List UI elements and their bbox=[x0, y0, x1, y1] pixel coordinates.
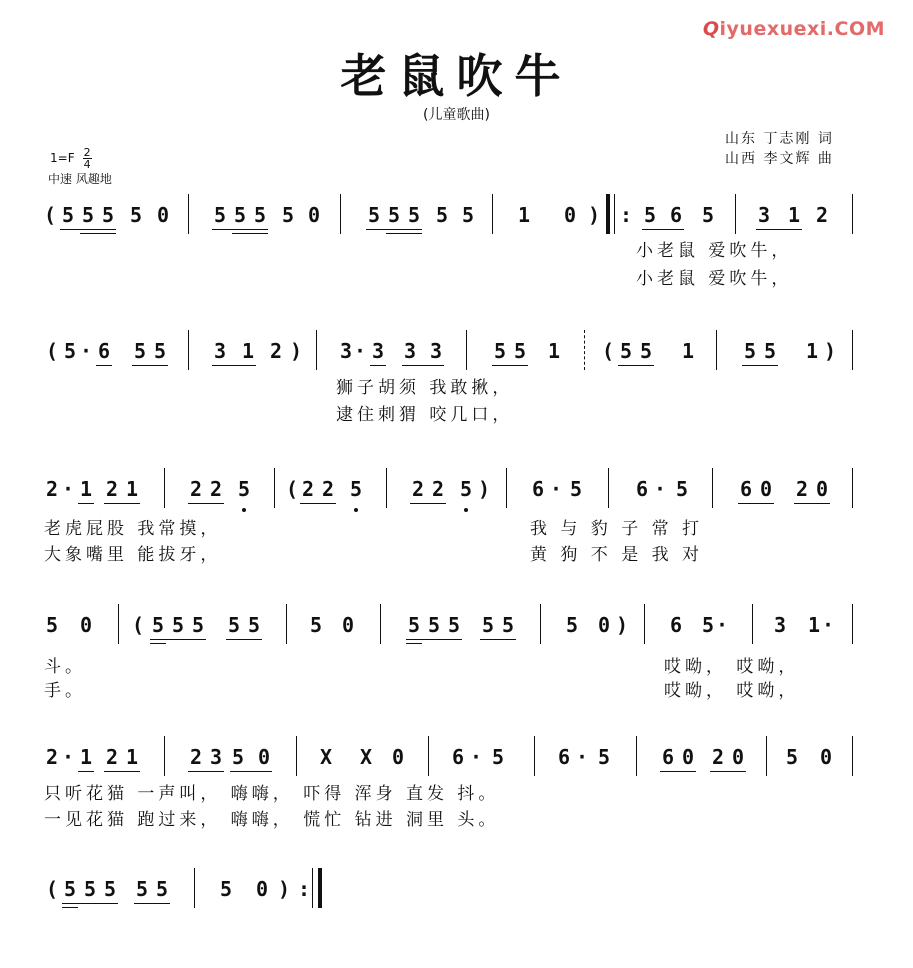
dot: · bbox=[821, 613, 835, 637]
barline bbox=[716, 330, 717, 370]
note: 5 bbox=[387, 203, 401, 227]
time-signature bbox=[83, 147, 92, 170]
note: 3 bbox=[371, 339, 385, 363]
barline bbox=[188, 330, 189, 370]
note: 0 bbox=[819, 745, 833, 769]
note: 5 bbox=[61, 203, 75, 227]
note: 1 bbox=[241, 339, 255, 363]
note: 3 bbox=[339, 339, 353, 363]
note: 6 bbox=[97, 339, 111, 363]
note: 2 bbox=[321, 477, 335, 501]
note: 5 bbox=[349, 477, 363, 501]
note: 5 bbox=[569, 477, 583, 501]
barline bbox=[164, 736, 165, 776]
beam bbox=[96, 365, 112, 366]
note: 5 bbox=[213, 203, 227, 227]
note: 5 bbox=[407, 613, 421, 637]
note: 2 bbox=[189, 477, 203, 501]
dot: · bbox=[61, 477, 75, 501]
barline bbox=[428, 736, 429, 776]
lyric-line: 哎呦， 哎呦， bbox=[664, 657, 800, 677]
beam bbox=[232, 233, 268, 234]
note: 5 bbox=[639, 339, 653, 363]
barline bbox=[608, 468, 609, 508]
note: 2 bbox=[711, 745, 725, 769]
lyric-line: 逮住刺猬 咬几口， bbox=[336, 405, 514, 425]
note: 5 bbox=[191, 613, 205, 637]
lyric-line: 狮子胡须 我敢揪， bbox=[336, 378, 514, 398]
note: 5 bbox=[407, 203, 421, 227]
note: 1 bbox=[125, 477, 139, 501]
note: 0 bbox=[731, 745, 745, 769]
note: 5 bbox=[63, 339, 77, 363]
note: 5 bbox=[81, 203, 95, 227]
barline bbox=[194, 868, 195, 908]
note: 6 bbox=[669, 203, 683, 227]
note: 1 bbox=[805, 339, 819, 363]
note: 3 bbox=[403, 339, 417, 363]
note: 6 bbox=[669, 613, 683, 637]
note: 3 bbox=[213, 339, 227, 363]
note: 2 bbox=[301, 477, 315, 501]
note: 5 bbox=[447, 613, 461, 637]
dot: · bbox=[549, 477, 563, 501]
time-bottom: 4 bbox=[83, 158, 91, 171]
lyric-line: 手。 bbox=[44, 681, 86, 701]
beam bbox=[386, 233, 422, 234]
note: 1 bbox=[681, 339, 695, 363]
low-octave-dot bbox=[242, 508, 246, 512]
note: 5 bbox=[701, 613, 715, 637]
note: 6 bbox=[557, 745, 571, 769]
barline bbox=[274, 468, 275, 508]
beam bbox=[150, 639, 206, 640]
barline bbox=[506, 468, 507, 508]
song-subtitle: (儿童歌曲) bbox=[423, 107, 490, 123]
note: 5 bbox=[133, 339, 147, 363]
dot: · bbox=[575, 745, 589, 769]
note: 5 bbox=[481, 613, 495, 637]
note: 5 bbox=[513, 339, 527, 363]
note: 5 bbox=[675, 477, 689, 501]
beam bbox=[366, 229, 422, 230]
note: 5 bbox=[135, 877, 149, 901]
time-top: 2 bbox=[83, 146, 91, 159]
note: 0 bbox=[341, 613, 355, 637]
beam bbox=[188, 503, 224, 504]
barline bbox=[852, 468, 853, 508]
note: 6 bbox=[635, 477, 649, 501]
barline bbox=[614, 194, 615, 234]
beam bbox=[402, 365, 444, 366]
note: 5 bbox=[129, 203, 143, 227]
note: X bbox=[359, 745, 373, 769]
barline bbox=[852, 194, 853, 234]
barline bbox=[316, 330, 317, 370]
barline bbox=[466, 330, 467, 370]
notation-system-6 bbox=[0, 876, 913, 926]
note: 2 bbox=[411, 477, 425, 501]
barline bbox=[296, 736, 297, 776]
note: 5 bbox=[501, 613, 515, 637]
note: 5 bbox=[435, 203, 449, 227]
note: 1 bbox=[547, 339, 561, 363]
low-octave-dot bbox=[354, 508, 358, 512]
lyric-line: 黄 狗 不 是 我 对 bbox=[530, 545, 704, 565]
key-text: 1=F bbox=[50, 151, 75, 165]
beam bbox=[370, 365, 386, 366]
note: 5 bbox=[153, 339, 167, 363]
barline bbox=[286, 604, 287, 644]
dot: · bbox=[715, 613, 729, 637]
beam bbox=[492, 365, 528, 366]
note: 0 bbox=[759, 477, 773, 501]
lyric-line: 斗。 bbox=[44, 657, 86, 677]
note: 5 bbox=[237, 477, 251, 501]
repeat-start-barline bbox=[606, 194, 610, 234]
beam bbox=[134, 903, 170, 904]
beam bbox=[78, 503, 94, 504]
note: 0 bbox=[79, 613, 93, 637]
note: 2 bbox=[431, 477, 445, 501]
barline bbox=[386, 468, 387, 508]
note: 0 bbox=[391, 745, 405, 769]
note: 5 bbox=[253, 203, 267, 227]
note: 0 bbox=[307, 203, 321, 227]
lyric-line: 大象嘴里 能拔牙， bbox=[44, 545, 222, 565]
barline bbox=[752, 604, 753, 644]
beam bbox=[480, 639, 516, 640]
beam bbox=[212, 365, 256, 366]
barline bbox=[852, 604, 853, 644]
note: 5 bbox=[227, 613, 241, 637]
beam bbox=[60, 229, 116, 230]
lyric-line: 小老鼠 爱吹牛， bbox=[636, 241, 793, 261]
beam bbox=[406, 639, 462, 640]
note: 1 bbox=[517, 203, 531, 227]
note: ) bbox=[289, 339, 303, 363]
beam bbox=[132, 365, 168, 366]
note: 3 bbox=[757, 203, 771, 227]
note: ( bbox=[601, 339, 615, 363]
dot: · bbox=[61, 745, 75, 769]
note: 5 bbox=[219, 877, 233, 901]
note: 2 bbox=[105, 745, 119, 769]
beam bbox=[410, 503, 446, 504]
barline bbox=[340, 194, 341, 234]
note: 2 bbox=[815, 203, 829, 227]
note: 2 bbox=[105, 477, 119, 501]
note: 2 bbox=[189, 745, 203, 769]
note: 0 bbox=[681, 745, 695, 769]
dot: · bbox=[353, 339, 367, 363]
barline bbox=[540, 604, 541, 644]
song-title: 老鼠吹牛 bbox=[340, 49, 573, 103]
note: 5 bbox=[367, 203, 381, 227]
note: 1 bbox=[79, 745, 93, 769]
low-octave-dot bbox=[464, 508, 468, 512]
beam bbox=[150, 643, 166, 644]
note: ( bbox=[45, 339, 59, 363]
note: 1 bbox=[787, 203, 801, 227]
beam bbox=[188, 771, 224, 772]
barline bbox=[492, 194, 493, 234]
beam bbox=[742, 365, 778, 366]
note: 5 bbox=[643, 203, 657, 227]
barline bbox=[118, 604, 119, 644]
beam bbox=[738, 503, 774, 504]
key-signature bbox=[50, 147, 92, 170]
note: 2 bbox=[45, 745, 59, 769]
note: 6 bbox=[451, 745, 465, 769]
note: 5 bbox=[63, 877, 77, 901]
note: 0 bbox=[815, 477, 829, 501]
dot: · bbox=[469, 745, 483, 769]
beam bbox=[78, 771, 94, 772]
note: 5 bbox=[785, 745, 799, 769]
beam bbox=[230, 771, 272, 772]
note: ( bbox=[131, 613, 145, 637]
beam bbox=[104, 503, 140, 504]
note: 5 bbox=[565, 613, 579, 637]
note: 5 bbox=[45, 613, 59, 637]
note: X bbox=[319, 745, 333, 769]
note: ) bbox=[587, 203, 601, 227]
lyricist-credit: 山东 丁志刚 词 bbox=[725, 131, 834, 147]
note: 2 bbox=[795, 477, 809, 501]
note: 6 bbox=[531, 477, 545, 501]
beam bbox=[710, 771, 746, 772]
note: 0 bbox=[563, 203, 577, 227]
note: 0 bbox=[156, 203, 170, 227]
note: 5 bbox=[103, 877, 117, 901]
repeat-colon: : bbox=[297, 877, 311, 901]
barline bbox=[636, 736, 637, 776]
barline bbox=[380, 604, 381, 644]
beam bbox=[80, 233, 116, 234]
note: 2 bbox=[269, 339, 283, 363]
note: 5 bbox=[743, 339, 757, 363]
lyric-line: 小老鼠 爱吹牛， bbox=[636, 269, 793, 289]
beam bbox=[618, 365, 654, 366]
note: 1 bbox=[79, 477, 93, 501]
beam bbox=[756, 229, 802, 230]
beam bbox=[212, 229, 268, 230]
barline bbox=[766, 736, 767, 776]
barline bbox=[852, 736, 853, 776]
tempo-marking: 中速 风趣地 bbox=[48, 172, 112, 186]
note: 0 bbox=[255, 877, 269, 901]
beam bbox=[62, 907, 78, 908]
note: 3 bbox=[209, 745, 223, 769]
repeat-end-barline bbox=[318, 868, 322, 908]
barline bbox=[164, 468, 165, 508]
note: ( bbox=[43, 203, 57, 227]
note: ) bbox=[615, 613, 629, 637]
note: 2 bbox=[45, 477, 59, 501]
note: ( bbox=[285, 477, 299, 501]
note: 5 bbox=[493, 339, 507, 363]
note: 3 bbox=[773, 613, 787, 637]
note: 5 bbox=[619, 339, 633, 363]
barline bbox=[188, 194, 189, 234]
note: 5 bbox=[151, 613, 165, 637]
barline bbox=[735, 194, 736, 234]
note: 1 bbox=[125, 745, 139, 769]
note: 5 bbox=[101, 203, 115, 227]
note: 5 bbox=[427, 613, 441, 637]
barline bbox=[534, 736, 535, 776]
note: 5 bbox=[459, 477, 473, 501]
site-watermark: Qiyuexuexi.COM bbox=[702, 18, 885, 40]
note: 5 bbox=[247, 613, 261, 637]
note: 6 bbox=[739, 477, 753, 501]
composer-credit: 山西 李文辉 曲 bbox=[725, 151, 834, 167]
note: 6 bbox=[661, 745, 675, 769]
note: 5 bbox=[231, 745, 245, 769]
note: 5 bbox=[171, 613, 185, 637]
note: 5 bbox=[597, 745, 611, 769]
dot: · bbox=[79, 339, 93, 363]
note: 5 bbox=[763, 339, 777, 363]
beam bbox=[226, 639, 262, 640]
note: 5 bbox=[491, 745, 505, 769]
lyric-line: 我 与 豹 子 常 打 bbox=[530, 519, 704, 539]
note: 2 bbox=[209, 477, 223, 501]
dot: · bbox=[653, 477, 667, 501]
note: 0 bbox=[597, 613, 611, 637]
lyric-line: 老虎屁股 我常摸， bbox=[44, 519, 222, 539]
lyric-line: 哎呦， 哎呦， bbox=[664, 681, 800, 701]
beam bbox=[642, 229, 684, 230]
repeat-colon: : bbox=[619, 203, 633, 227]
note: 5 bbox=[83, 877, 97, 901]
note: 0 bbox=[257, 745, 271, 769]
lyric-line: 只听花猫 一声叫， 嗨嗨， 吓得 浑身 直发 抖。 bbox=[44, 784, 500, 804]
dashed-barline bbox=[584, 330, 585, 370]
note: ) bbox=[277, 877, 291, 901]
barline bbox=[644, 604, 645, 644]
note: 5 bbox=[233, 203, 247, 227]
note: 5 bbox=[309, 613, 323, 637]
note: 5 bbox=[155, 877, 169, 901]
beam bbox=[660, 771, 696, 772]
lyric-line: 一见花猫 跑过来， 嗨嗨， 慌忙 钻进 洞里 头。 bbox=[44, 810, 500, 830]
beam bbox=[406, 643, 422, 644]
beam bbox=[794, 503, 830, 504]
note: 1 bbox=[807, 613, 821, 637]
note: 5 bbox=[701, 203, 715, 227]
barline bbox=[852, 330, 853, 370]
note: ) bbox=[477, 477, 491, 501]
note: ) bbox=[823, 339, 837, 363]
note: 5 bbox=[461, 203, 475, 227]
beam bbox=[300, 503, 336, 504]
note: ( bbox=[45, 877, 59, 901]
note: 3 bbox=[429, 339, 443, 363]
barline bbox=[712, 468, 713, 508]
note: 5 bbox=[281, 203, 295, 227]
beam bbox=[104, 771, 140, 772]
barline bbox=[312, 868, 313, 908]
beam bbox=[62, 903, 118, 904]
